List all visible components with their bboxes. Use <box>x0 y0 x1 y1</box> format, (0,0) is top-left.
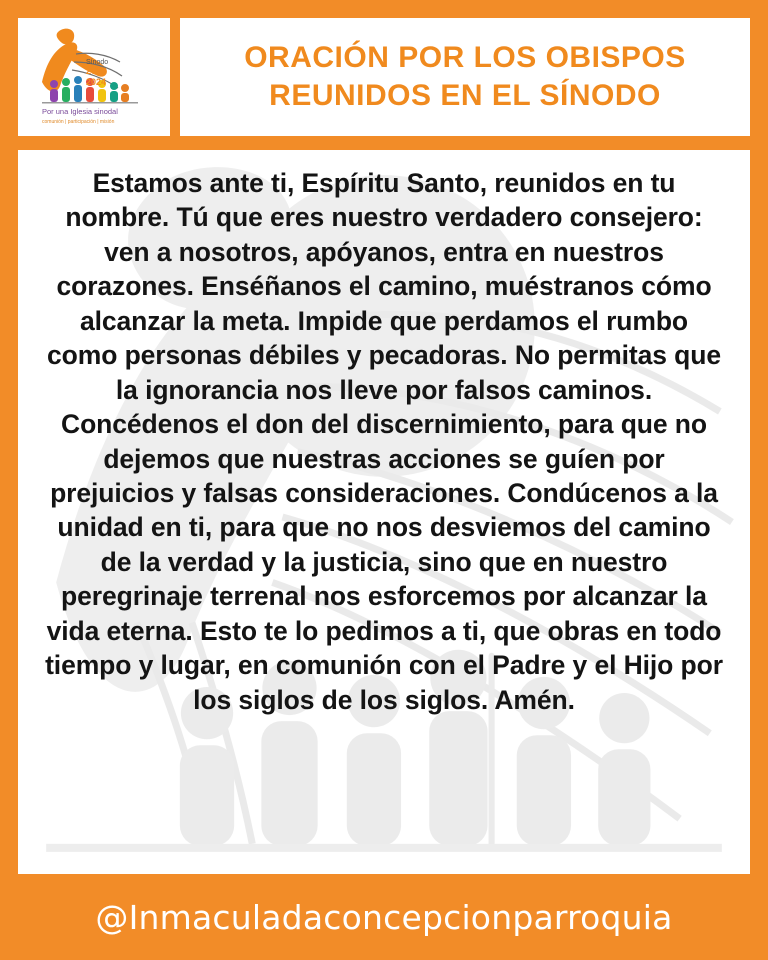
page-title-line-2: REUNIDOS EN EL SÍNODO <box>269 79 661 112</box>
prayer-text: Estamos ante ti, Espíritu Santo, reunidos en tu nombre. Tú que eres nuestro verdadero consejero: ven a nosotros, apóyanos, entra en nuestros corazones. Enséñanos el camino, muéstranos cómo alcanzar la meta. Impide que perdamos el rumbo como personas débiles y pecadoras. No permitas que la ignorancia nos lleve por falsos caminos. Concédenos el don del discernimiento, para que no dejemos que nuestras acciones se guíen por prejuicios y falsas consideraciones. Condúcenos a la unidad en ti, para que no nos desviemos del camino de la verdad y la justicia, sino que en nuestro peregrinaje terrenal nos esforcemos por alcanzar la vida eterna. Esto te lo pedimos a ti, que obras en todo tiempo y lugar, en comunión con el Padre y el Hijo por los siglos de los siglos. Amén. <box>45 168 723 715</box>
page-title-line-1: ORACIÓN POR LOS OBISPOS <box>244 40 686 74</box>
synod-logo-graphic <box>24 24 164 130</box>
logo-year-2024: 2024 <box>86 77 107 87</box>
footer <box>18 874 750 960</box>
logo-subtagline: comunión | participación | misión <box>42 119 115 125</box>
title-container <box>180 18 750 136</box>
logo-sinodo-label: Sínodo <box>86 59 109 66</box>
synod-logo-icon <box>24 24 164 130</box>
logo-tagline: Por una Iglesia sinodal <box>42 107 118 116</box>
header <box>18 18 750 136</box>
logo-year-2021: 2021 <box>86 66 107 76</box>
social-handle: @Inmaculadaconcepcionparroquia <box>95 897 673 937</box>
logo-container <box>18 18 170 136</box>
prayer-panel <box>18 150 750 874</box>
